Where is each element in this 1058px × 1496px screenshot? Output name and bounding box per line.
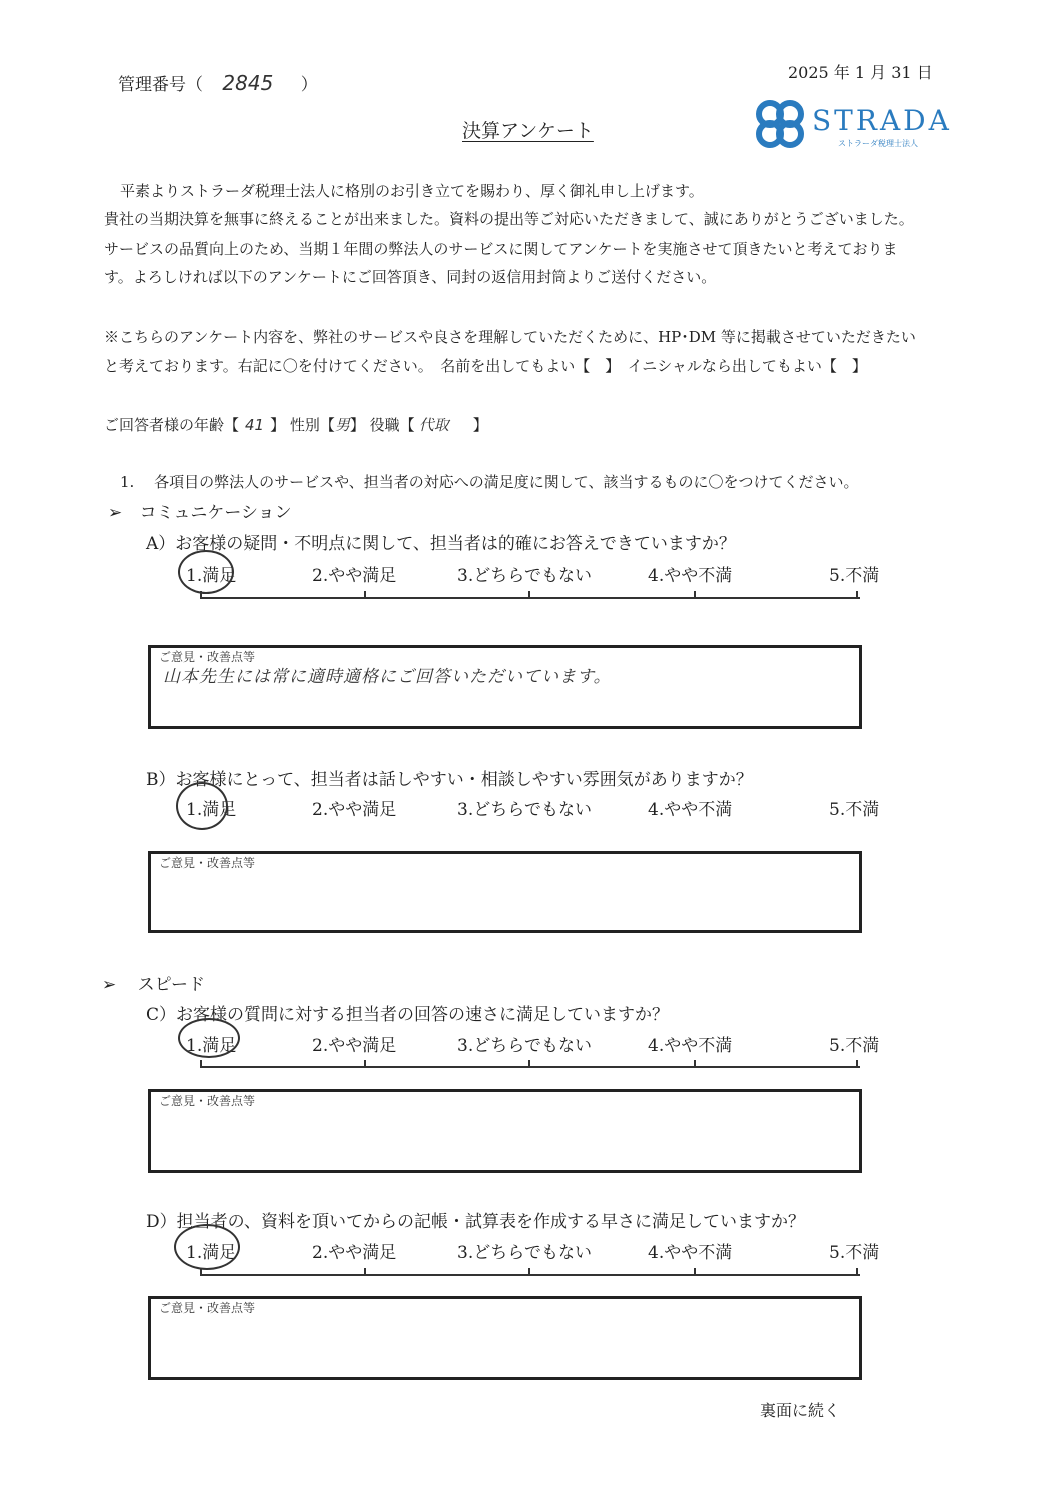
qd-option-2[interactable]: 2.やや満足 <box>312 1243 397 1263</box>
qa-option-2[interactable]: 2.やや満足 <box>312 566 397 586</box>
qa-selected-circle <box>178 550 237 594</box>
qd-option-5[interactable]: 5.不満 <box>829 1243 880 1263</box>
role-label: 】 役職【 <box>349 416 415 434</box>
qb-selected-circle <box>176 782 228 830</box>
qb-option-5[interactable]: 5.不満 <box>829 800 880 820</box>
qc-selected-circle <box>178 1018 240 1058</box>
qd-scale <box>200 1274 860 1276</box>
intro-line-2: 貴社の当期決算を無事に終えることが出来ました。資料の提出等ご対応いただきまして、誠にありがとうございました。 <box>104 210 914 228</box>
respondent-info <box>104 414 488 435</box>
qa-comment-label: ご意見・改善点等 <box>159 650 256 664</box>
management-number-close: ） <box>300 75 318 95</box>
notice-line-2: と考えております。右記に〇を付けてください。 名前を出してもよい【 】 イニシャルなら出してもよい【 】 <box>104 357 867 375</box>
question-c-label: C）お客様の質問に対する担当者の回答の速さに満足していますか？ <box>146 1005 670 1025</box>
question-d-label: D）担当者の、資料を頂いてからの記帳・試算表を作成する早さに満足していますか？ <box>146 1212 805 1232</box>
management-number <box>118 70 318 95</box>
continued-on-back: 裏面に続く <box>760 1401 841 1420</box>
gender-value: 男 <box>334 416 350 434</box>
qb-option-1[interactable]: 1.満足 <box>186 800 237 820</box>
strada-logo-subtext: ストラーダ税理士法人 <box>838 139 918 148</box>
qb-comment-label: ご意見・改善点等 <box>159 856 256 870</box>
notice-line-1: ※こちらのアンケート内容を、弊社のサービスや良さを理解していただくために、HP･DM 等に掲載させていただきたい <box>104 328 916 346</box>
qd-option-4[interactable]: 4.やや不満 <box>648 1243 733 1263</box>
qa-option-4[interactable]: 4.やや不満 <box>648 566 733 586</box>
qc-option-2[interactable]: 2.やや満足 <box>312 1036 397 1056</box>
question-a-label: A）お客様の疑問・不明点に関して、担当者は的確にお答えできていますか？ <box>146 534 736 554</box>
qc-comment-label: ご意見・改善点等 <box>159 1094 256 1108</box>
strada-logo-text: STRADA <box>812 104 952 137</box>
qc-option-3[interactable]: 3.どちらでもない <box>457 1036 593 1056</box>
section-communication <box>108 498 292 523</box>
age-label: ご回答者様の年齢【 <box>104 416 240 434</box>
strada-logo <box>750 94 810 158</box>
qc-scale <box>200 1066 860 1068</box>
management-number-label: 管理番号（ <box>118 75 203 95</box>
management-number-value: 2845 <box>222 71 274 95</box>
qc-comment-box[interactable] <box>148 1089 862 1173</box>
qd-selected-circle <box>174 1224 240 1270</box>
section-title: スピード <box>137 975 205 995</box>
qc-option-4[interactable]: 4.やや不満 <box>648 1036 733 1056</box>
qb-option-2[interactable]: 2.やや満足 <box>312 800 397 820</box>
qd-comment-label: ご意見・改善点等 <box>159 1301 256 1315</box>
gender-label: 】 性別【 <box>270 416 335 434</box>
intro-line-4: す。よろしければ以下のアンケートにご回答頂き、同封の返信用封筒よりご送付ください。 <box>104 268 717 286</box>
qc-option-5[interactable]: 5.不満 <box>829 1036 880 1056</box>
qa-option-3[interactable]: 3.どちらでもない <box>457 566 593 586</box>
qd-option-1[interactable]: 1.満足 <box>186 1243 237 1263</box>
strada-logo-icon <box>750 94 810 154</box>
role-value: 代取 <box>418 416 449 434</box>
role-close: 】 <box>472 416 488 434</box>
qb-comment-box[interactable] <box>148 851 862 933</box>
qa-option-1[interactable]: 1.満足 <box>186 566 237 586</box>
question-intro: 1. 各項目の弊法人のサービスや、担当者の対応への満足度に関して、該当するものに〇をつけてください。 <box>120 473 859 491</box>
qc-option-1[interactable]: 1.満足 <box>186 1036 237 1056</box>
question-b-label: B）お客様にとって、担当者は話しやすい・相談しやすい雰囲気がありますか？ <box>146 770 753 790</box>
section-speed <box>102 970 205 995</box>
qa-scale <box>200 597 860 599</box>
survey-date: 2025 年 1 月 31 日 <box>788 63 933 82</box>
qa-comment-box[interactable] <box>148 645 862 729</box>
qb-option-3[interactable]: 3.どちらでもない <box>457 800 593 820</box>
qa-comment-text: 山本先生には常に適時適格にご回答いただいています。 <box>163 667 612 687</box>
intro-line-3: サービスの品質向上のため、当期１年間の弊法人のサービスに関してアンケートを実施させて頂きたいと考えておりま <box>104 240 898 258</box>
qd-comment-box[interactable] <box>148 1296 862 1380</box>
qb-option-4[interactable]: 4.やや不満 <box>648 800 733 820</box>
section-title: コミュニケーション <box>139 503 292 523</box>
qa-option-5[interactable]: 5.不満 <box>829 566 880 586</box>
section-bullet-icon: ➢ <box>102 975 117 995</box>
section-bullet-icon: ➢ <box>108 503 123 523</box>
age-value: 41 <box>245 416 265 434</box>
qd-option-3[interactable]: 3.どちらでもない <box>457 1243 593 1263</box>
intro-line-1: 平素よりストラーダ税理士法人に格別のお引き立てを賜わり、厚く御礼申し上げます。 <box>120 182 704 200</box>
page-title: 決算アンケート <box>462 120 594 142</box>
